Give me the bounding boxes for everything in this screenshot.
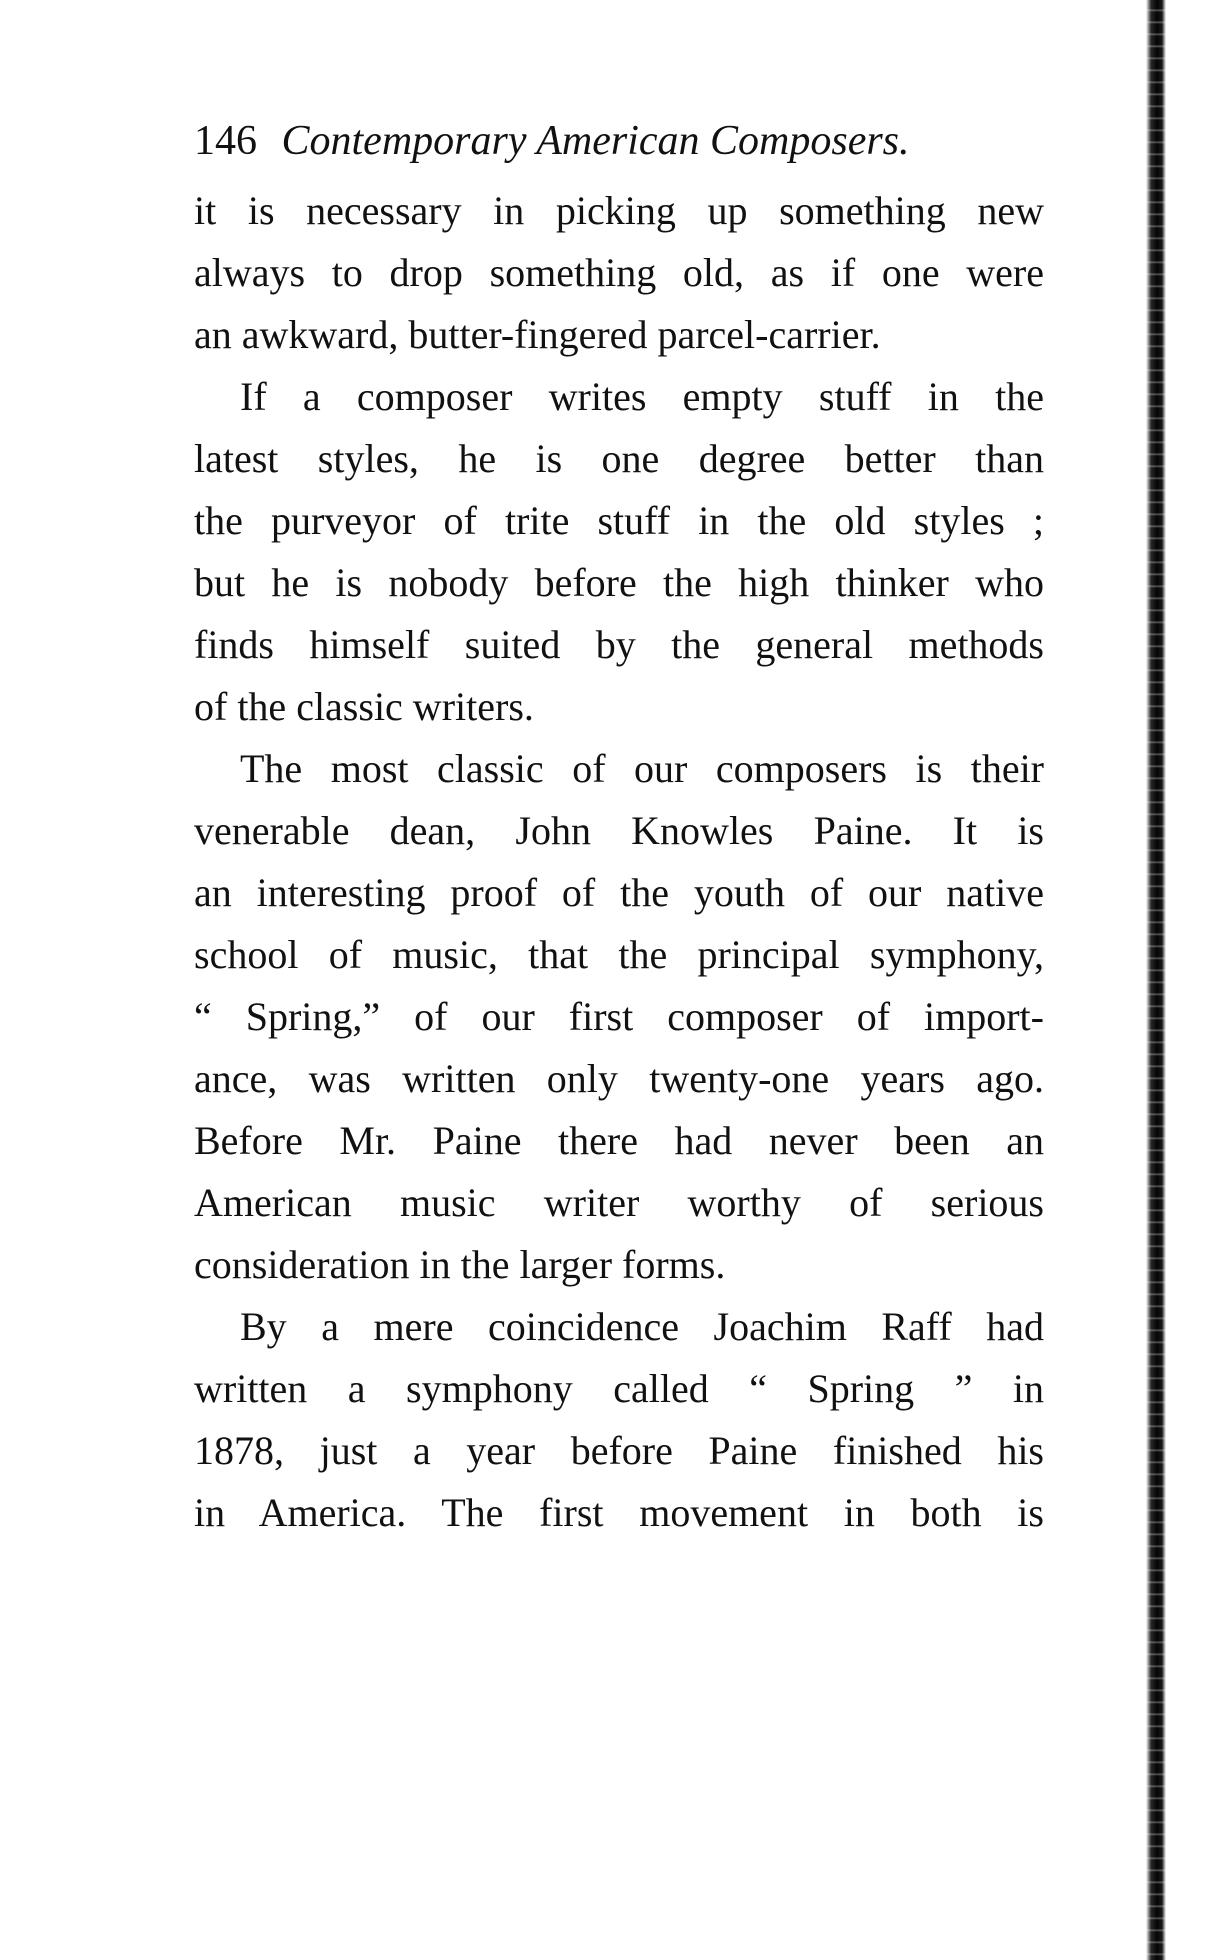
text-line: always to drop something old, as if one were: [194, 250, 1044, 295]
text-line: school of music, that the principal symphony,: [194, 932, 1044, 977]
text-line: Before Mr. Paine there had never been an: [194, 1118, 1044, 1163]
binding-edge-shadow: [1146, 0, 1166, 1960]
running-title: Contemporary American Composers.: [281, 118, 910, 164]
text-line: finds himself suited by the general methods: [194, 622, 1044, 667]
text-block: [194, 110, 1044, 1544]
text-line: an interesting proof of the youth of our native: [194, 870, 1044, 915]
text-line: 1878, just a year before Paine finished his: [194, 1428, 1044, 1473]
text-line: By a mere coincidence Joachim Raff had: [240, 1304, 1044, 1349]
text-line: The most classic of our composers is their: [240, 746, 1044, 791]
paragraph: [194, 738, 1044, 1296]
text-line: latest styles, he is one degree better than: [194, 436, 1044, 481]
text-line: the purveyor of trite stuff in the old styles ;: [194, 498, 1044, 543]
running-head: [194, 110, 1044, 180]
text-line: but he is nobody before the high thinker who: [194, 560, 1044, 605]
text-line: ance, was written only twenty-one years ago.: [194, 1056, 1044, 1101]
text-line: in America. The first movement in both is: [194, 1490, 1044, 1535]
text-line: consideration in the larger forms.: [194, 1242, 726, 1287]
text-line: an awkward, butter-fingered parcel-carrier.: [194, 312, 881, 357]
text-line: venerable dean, John Knowles Paine. It is: [194, 808, 1044, 853]
text-line: of the classic writers.: [194, 684, 534, 729]
text-line: it is necessary in picking up something new: [194, 188, 1044, 233]
text-line: If a composer writes empty stuff in the: [240, 374, 1044, 419]
paragraph: [194, 366, 1044, 738]
page-number: 146: [194, 118, 257, 164]
text-line: written a symphony called “ Spring ” in: [194, 1366, 1044, 1411]
text-line: American music writer worthy of serious: [194, 1180, 1044, 1225]
paragraph: [194, 1296, 1044, 1544]
text-line: “ Spring,” of our first composer of import-: [194, 994, 1044, 1039]
paragraph-continued: [194, 180, 1044, 366]
